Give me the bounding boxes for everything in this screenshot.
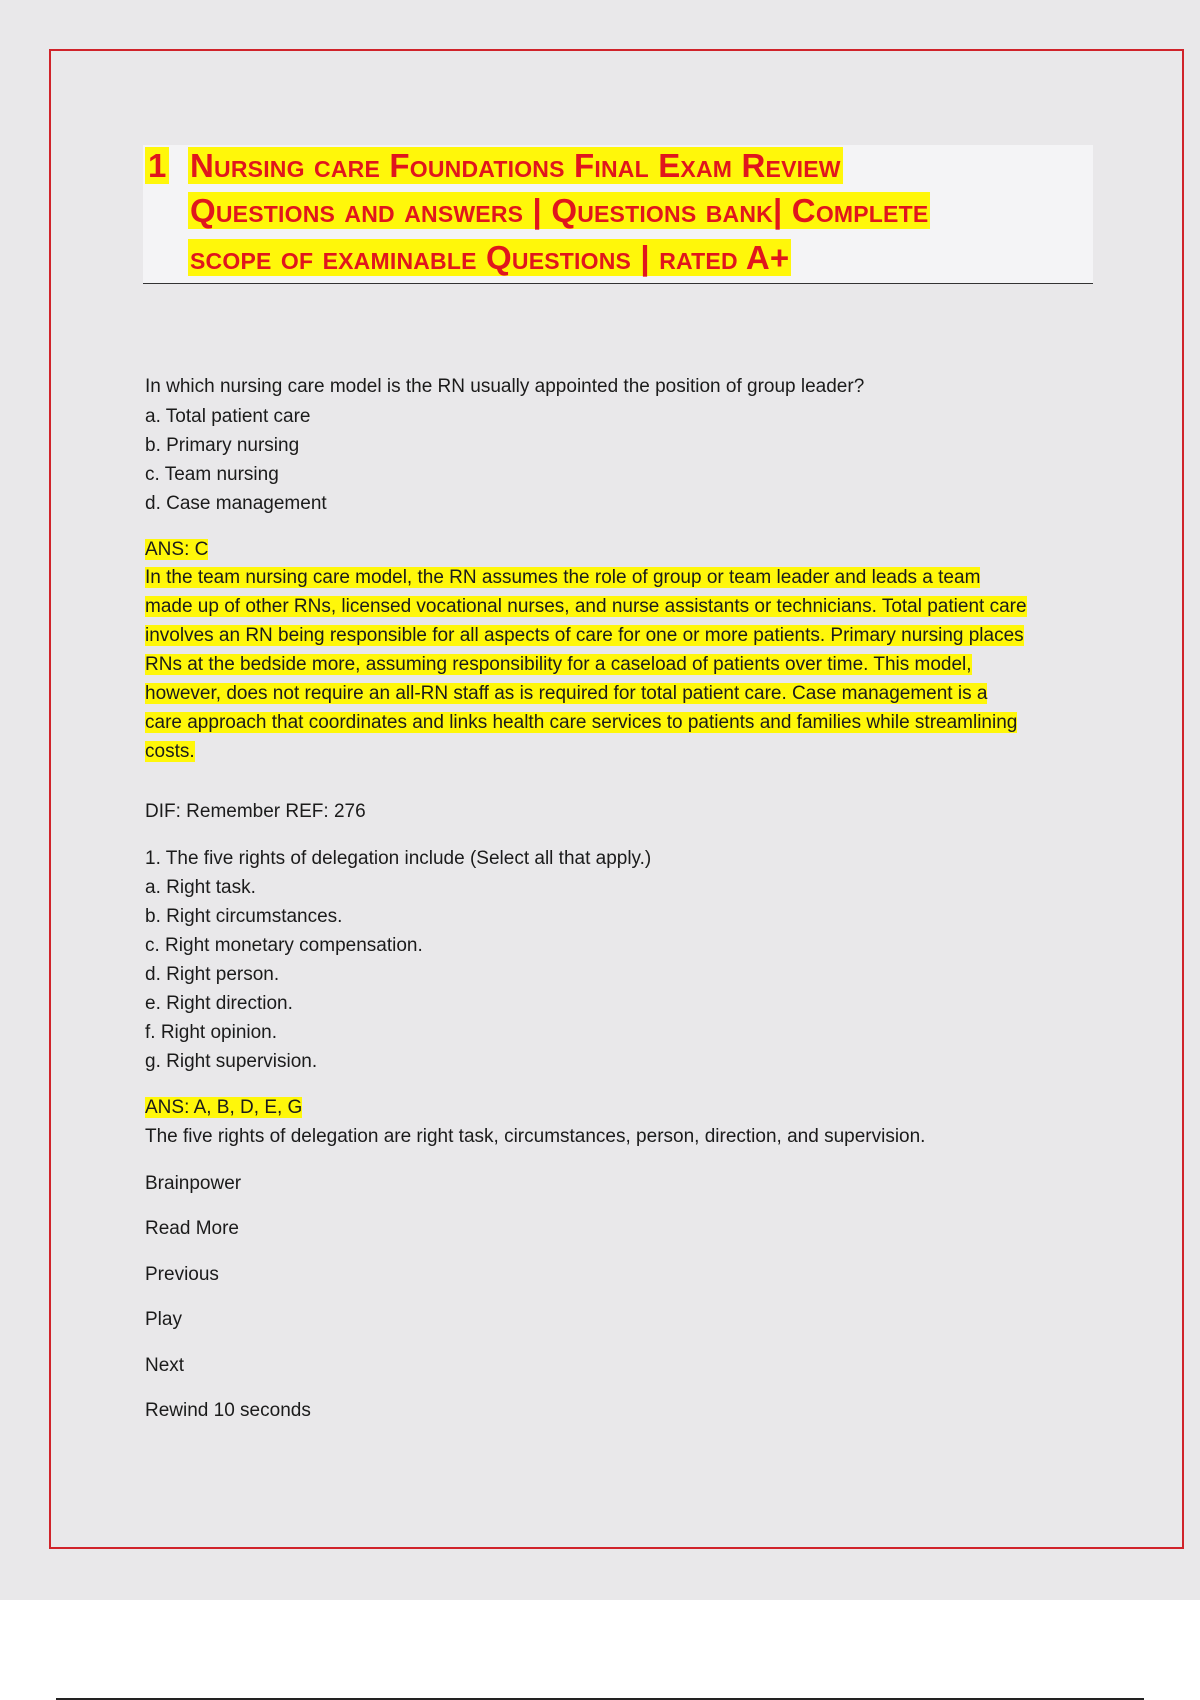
q1-rationale-line-7: costs. [145,741,195,762]
q1-meta: DIF: Remember REF: 276 [145,801,366,822]
previous-button[interactable]: Previous [145,1264,219,1285]
title-line-1: Nursing care Foundations Final Exam Review [190,147,841,184]
question-2-text: 1. The five rights of delegation include (Select all that apply.) [145,848,652,869]
q1-option-c: c. Team nursing [145,464,279,485]
q2-answer: ANS: A, B, D, E, G [145,1097,303,1118]
read-more-link[interactable]: Read More [145,1218,239,1239]
next-button[interactable]: Next [145,1355,185,1376]
q1-option-d: d. Case management [145,493,327,514]
q2-option-c: c. Right monetary compensation. [145,935,423,956]
q2-rationale: The five rights of delegation are right task, circumstances, person, direction, and supervision. [145,1126,926,1147]
q1-answer: ANS: C [145,539,209,560]
q1-rationale-line-5: however, does not require an all-RN staff as is required for total patient care. Case management is a [145,683,988,704]
q1-rationale-line-2: made up of other RNs, licensed vocational nurses, and nurse assistants or technicians. Total patient care [145,596,1027,617]
q2-option-g: g. Right supervision. [145,1051,318,1072]
q2-option-b: b. Right circumstances. [145,906,343,927]
rewind-10-seconds-button[interactable]: Rewind 10 seconds [145,1400,311,1421]
q1-rationale-line-3: involves an RN being responsible for all aspects of care for one or more patients. Primary nursing places [145,625,1024,646]
heading-number: 1 [145,147,169,185]
q1-rationale-line-4: RNs at the bedside more, assuming responsibility for a caseload of patients over time. This model, [145,654,972,675]
title-line-3: scope of examinable Questions | rated A+ [190,239,790,276]
q1-option-b: b. Primary nursing [145,435,300,456]
brainpower-link[interactable]: Brainpower [145,1173,242,1194]
q2-option-a: a. Right task. [145,877,256,898]
title-line-2: Questions and answers | Questions bank| Complete [190,192,929,229]
next-page-preview [0,1600,1200,1700]
q1-rationale-line-1: In the team nursing care model, the RN assumes the role of group or team leader and leads a team [145,567,981,588]
q1-option-a: a. Total patient care [145,406,311,427]
q1-rationale-line-6: care approach that coordinates and links health care services to patients and families while streamlining [145,712,1018,733]
play-button[interactable]: Play [145,1309,182,1330]
question-1-text: In which nursing care model is the RN usually appointed the position of group leader? [145,376,865,397]
q2-option-e: e. Right direction. [145,993,293,1014]
q2-option-f: f. Right opinion. [145,1022,278,1043]
q2-option-d: d. Right person. [145,964,280,985]
